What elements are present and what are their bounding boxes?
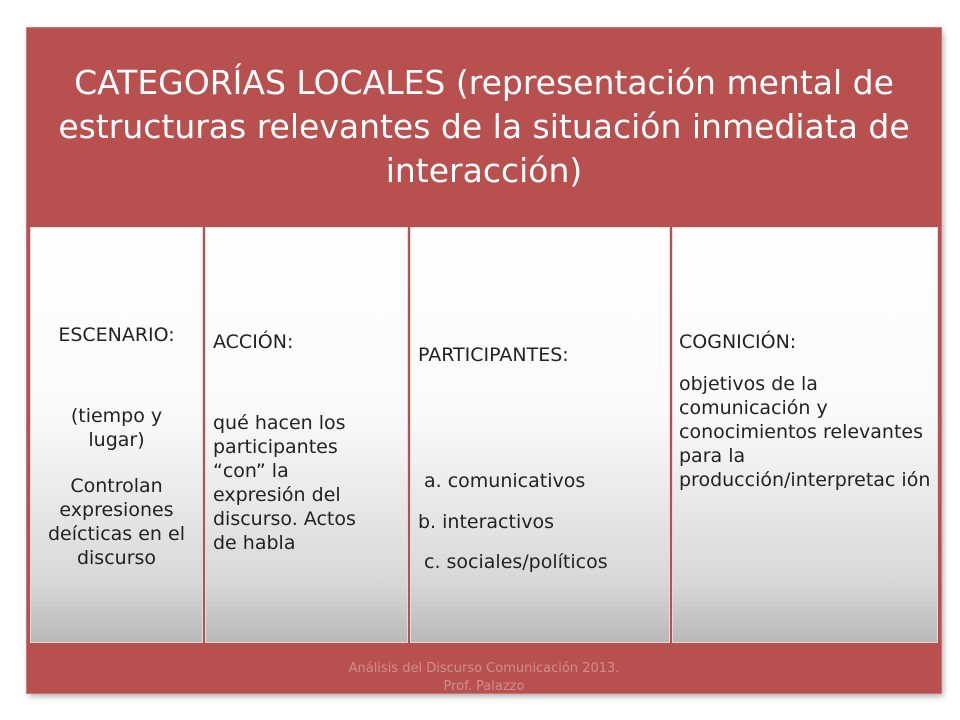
participantes-item-b: b. interactivos <box>418 511 554 533</box>
column-accion <box>205 227 408 643</box>
participantes-item-a: a. comunicativos <box>424 470 586 492</box>
column-escenario <box>30 227 203 643</box>
slide-footer <box>27 660 941 696</box>
escenario-line2: lugar) <box>88 429 145 451</box>
slide-title: CATEGORÍAS LOCALES (representación mental de estructuras relevantes de la situación inmediata de interacción) <box>58 63 910 190</box>
escenario-heading: ESCENARIO: <box>58 324 175 346</box>
participantes-heading: PARTICIPANTES: <box>418 344 569 366</box>
cognicion-body: objetivos de la comunicación y conocimientos relevantes para la producción/interpretac ión <box>679 373 931 491</box>
accion-body: qué hacen los participantes “con” la expresión del discurso. Actos de habla <box>213 412 356 554</box>
footer-line1: Análisis del Discurso Comunicación 2013. <box>348 661 620 676</box>
footer-line2: Prof. Palazzo <box>443 679 525 694</box>
escenario-body: Controlan expresiones deícticas en el discurso <box>48 475 185 569</box>
participantes-item-c: c. sociales/políticos <box>424 551 608 573</box>
column-cognicion <box>672 227 938 643</box>
escenario-line1: (tiempo y <box>70 405 163 427</box>
column-participantes <box>410 227 670 643</box>
accion-heading: ACCIÓN: <box>213 331 294 353</box>
cognicion-heading: COGNICIÓN: <box>679 331 797 353</box>
